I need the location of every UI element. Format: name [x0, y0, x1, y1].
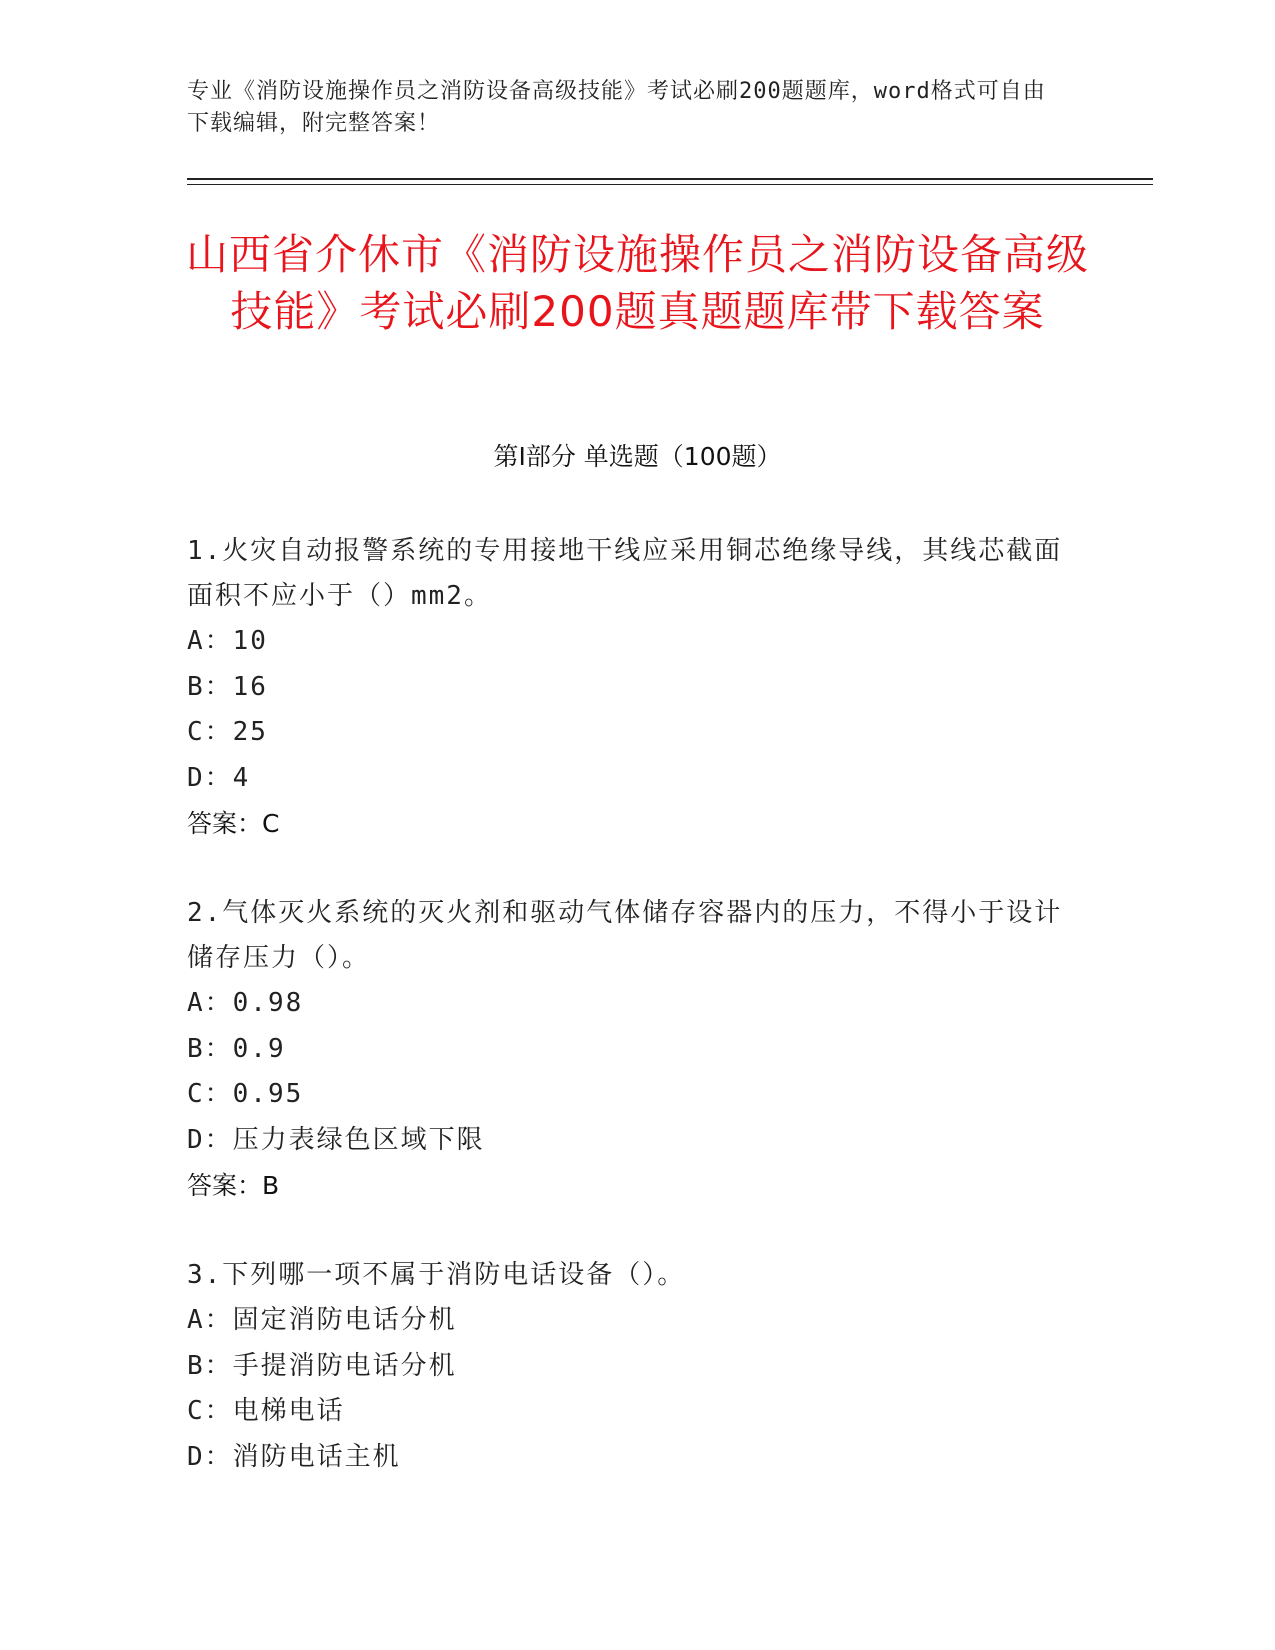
- question-1: [187, 529, 1067, 847]
- question-stem: 3.下列哪一项不属于消防电话设备（）。: [187, 1260, 686, 1290]
- option-b: B：16: [187, 671, 268, 702]
- question-list: [187, 529, 1067, 1480]
- header-divider-thick: [187, 178, 1153, 180]
- question-3: [187, 1253, 1067, 1480]
- question-stem: 1.火灾自动报警系统的专用接地干线应采用铜芯绝缘导线，其线芯截面面积不应小于（）mm2。: [187, 536, 1063, 611]
- question-spacer: [187, 1209, 1067, 1253]
- question-spacer: [187, 847, 1067, 891]
- option-d: D：压力表绿色区域下限: [187, 1124, 485, 1155]
- question-2: [187, 891, 1067, 1209]
- option-a: A：固定消防电话分机: [187, 1305, 457, 1335]
- option-c: C：0.95: [187, 1079, 304, 1109]
- answer-text: 答案：B: [187, 1171, 280, 1200]
- intro-text: 专业《消防设施操作员之消防设备高级技能》考试必刷200题题库，word格式可自由下载编辑，附完整答案！: [187, 79, 1046, 136]
- option-a: A：0.98: [187, 988, 304, 1018]
- option-d: D：消防电话主机: [187, 1441, 401, 1472]
- option-a: A：10: [187, 626, 268, 656]
- answer-text: 答案：C: [187, 809, 280, 838]
- document-title: 山西省介休市《消防设施操作员之消防设备高级技能》考试必刷200题真题题库带下载答案: [185, 230, 1089, 336]
- option-d: D：4: [187, 762, 251, 793]
- header-divider-thin: [187, 184, 1153, 185]
- option-b: B：0.9: [187, 1033, 286, 1064]
- section-heading: 第Ⅰ部分 单选题（100题）: [493, 442, 782, 471]
- option-c: C：25: [187, 717, 268, 747]
- option-c: C：电梯电话: [187, 1396, 345, 1426]
- option-b: B：手提消防电话分机: [187, 1350, 457, 1381]
- question-stem: 2.气体灭火系统的灭火剂和驱动气体储存容器内的压力，不得小于设计储存压力（）。: [187, 898, 1063, 973]
